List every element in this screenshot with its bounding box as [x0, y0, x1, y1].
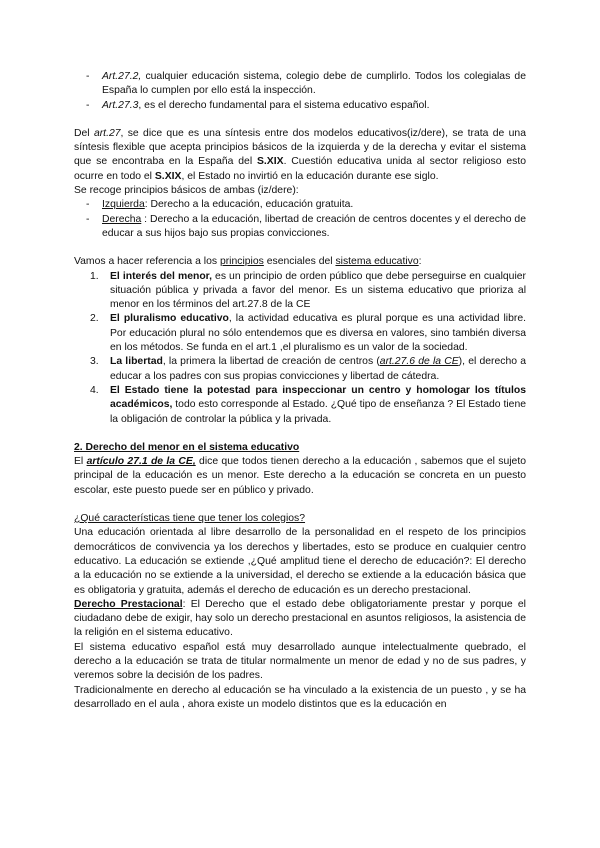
- paragraph-prestacional: Derecho Prestacional: El Derecho que el estado debe obligatoriamente prestar y porque el ciudadano debe de exigir, hay solo un derecho prestacional en asuntos religiosos, la asistencia de la religión en el sistema educativo.: [74, 598, 526, 639]
- sides-list: [74, 198, 526, 241]
- question-heading: ¿Qué características tiene que tener los colegios?: [74, 513, 306, 525]
- principles-intro: Se recoge principios básicos de ambas (iz/dere):: [74, 185, 299, 197]
- list-item: - Izquierda: Derecho a la educación, educación gratuita.: [74, 198, 526, 212]
- paragraph-tradicional: Tradicionalmente en derecho al educación se ha vinculado a la existencia de un puesto , y se ha desarrollado en el aula , ahora existe un modelo distintos que es la educación en: [74, 684, 526, 710]
- paragraph-vamos: Vamos a hacer referencia a los principios esenciales del sistema educativo:: [74, 256, 422, 268]
- paragraph-art27: Del art.27, se dice que es una síntesis entre dos modelos educativos(iz/dere), se trata de una síntesis flexible que acepta principios básicos de la izquierda y de la derecha y evitar el sistema que se encontraba en la España del S.XIX. Cuestión educativa unida al sector religioso esto ocurre en todo el S.XIX, el Estado no invirtió en la educación durante ese siglo.: [74, 127, 526, 182]
- intro-article-list: [74, 70, 526, 113]
- paragraph-orientada: Una educación orientada al libre desarrollo de la personalidad en el respeto de los principios democráticos de convivencia ya los derechos y libertades, esto se produce en cualquier centro educativo. La educación se extiende ,¿Qué amplitud tiene el derecho de educación?: El derecho a la educación no se extiende a la universidad, el derecho se extiende a la educación básica que es obligatoria y gratuita, además el derecho de educación es un derecho prestacional.: [74, 527, 526, 596]
- section-heading: 2. Derecho del menor en el sistema educativo: [74, 441, 300, 453]
- list-item: 2. El pluralismo educativo, la actividad educativa es plural porque es una actividad libre. Por educación plural no sólo entendemos que es diversa en valores, sino también diversa en los métodos. Se funda en el art.1 ,el pluralismo es un valor de la sociedad.: [90, 313, 527, 354]
- list-item: 1. El interés del menor, es un principio de orden público que debe perseguirse en cualquier situación pública y privada a favor del menor. Es un sistema educativo que prioriza al menor en los términos del art.27.8 de la CE: [90, 270, 526, 311]
- paragraph-sistema: El sistema educativo español está muy desarrollado aunque intelectualmente quebrado, el derecho a la educación se trata de titular normalmente un menor de edad y no de sus padres, y veremos sobre la decisión de los padres.: [74, 641, 526, 682]
- list-item: - Art.27.3, es el derecho fundamental para el sistema educativo español.: [74, 99, 526, 113]
- paragraph-art271: El artículo 27.1 de la CE, dice que todos tienen derecho a la educación , sabemos que el sujeto principal de la educación es un menor. Este derecho a la educación se concreta en un puesto escolar, este puesto puede ser en público y privado.: [74, 456, 526, 496]
- list-item: - Derecha : Derecho a la educación, libertad de creación de centros docentes y el derecho de educar a sus hijos bajo sus propias convicciones.: [74, 213, 526, 242]
- document-page: [74, 70, 526, 712]
- article-ref: Art.27.2,: [102, 71, 142, 82]
- list-item: - Art.27.2, cualquier educación sistema, colegio debe de cumplirlo. Todos los colegialas de España lo cumplen por ello está la inspección.: [74, 70, 526, 99]
- article-ref: Art.27.3: [102, 99, 139, 111]
- principles-list: [74, 270, 526, 427]
- list-item: 3. La libertad, la primera la libertad de creación de centros (art.27.6 de la CE), el derecho a educar a los padres con sus propias convicciones y libertad de cátedra.: [90, 356, 526, 382]
- list-item: 4. El Estado tiene la potestad para inspeccionar un centro y homologar los títulos académicos, todo esto corresponde al Estado. ¿Qué tipo de enseñanza ? El Estado tiene la obligación de controlar la pública y la privada.: [90, 384, 526, 425]
